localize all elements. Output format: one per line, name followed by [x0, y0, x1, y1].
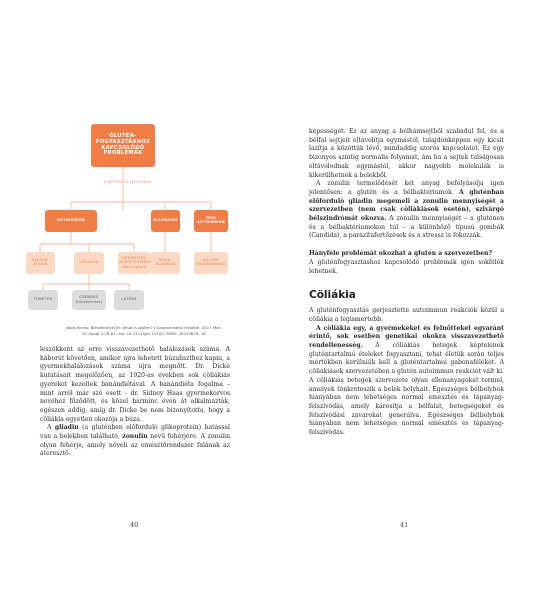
left-paragraph-2 [40, 424, 230, 459]
node-buza-allergia [151, 252, 180, 274]
edge-label-disease-course: A BETEGSÉG LEFOLYÁSA [104, 180, 151, 184]
page-number-left: 40 [130, 521, 139, 529]
question-heading: Hányféle problémát okozhat a glutén a szervezetben? [309, 250, 493, 258]
node-buza-allergia-label: BÚZA-ALLERGIA [155, 258, 176, 266]
node-allergias [151, 210, 180, 232]
right-p2-part2: A zonulin mennyiségét – a gluténen és a bélbaktériumokon túl – a különböző típusú gombák (Candida), a parazitafertőzések és a stressz is fokozzák. [309, 215, 504, 240]
page-number-right: 41 [400, 521, 409, 529]
right-p2-part1: A zonulin termelődését két anyag befolyásolja igen jelentősen: a glutén és a bélbaktériumok. [309, 180, 504, 196]
node-coliakia-label: CÖLIÁKIA [79, 260, 99, 265]
gluten-problems-flowchart [31, 112, 244, 320]
node-csendes [72, 290, 106, 310]
right-paragraph-1: képességét. Ez az anyag a bélhámsejtből szabadul fel, és a bélfal sejtjeit eltávolítja egymástól, tulajdonképpen egy kicsit lazítja a közöttük lévő, mindaddig szoros kapcsolatot. Ez egy bizonyos szintig normális folyamat, ám ha a sejtek túlságosan eltávolodnak egymástól, akkor nagyobb molekulák is kikerülhetnek a belekből. [309, 128, 504, 179]
right-p4-part1: A cöliákiás betegek képtelenek gluténtartalmú ételeket fogyasztani, tehát életük során teljes mértékben kerülniük kell a gluténtartalmú gabonaféléket. A cöliákiások szervezetében a glutén autoimmun reakciót vált ki. A cöliákiás betegek szervezete olyan ellenanyagokat termel, amelyek tönkreteszik a belek bolyhait. Egészséges bélbolyhok hiányában nem lehetséges normál emésztés és tápanyag-felszívódás, amely károsítja a bélfalat, betegségeket és felszívódási zavarokat generálva. Egészséges bélbolyhok hiányában nem lehetséges normál emésztés és tápanyag-felszívódás. [309, 342, 504, 437]
left-p2-part2: (a gluténben előforduló glikoprotein) hatással van a belekben található, [40, 424, 231, 441]
node-nem-autoimmun-label: NEM AUTOIMMUN [196, 216, 226, 224]
node-tunetes [28, 290, 58, 310]
left-body-text [40, 346, 230, 459]
left-p2-bold-gliadin: gliadin [54, 424, 79, 432]
node-gluten-problems-label: GLUTÉN-FOGYASZTÁSHOZ KAPCSOLÓDÓ PROBLÉMÁK [95, 133, 151, 157]
node-coliakia [74, 252, 104, 274]
right-body-text [309, 128, 504, 438]
left-paragraph-1: leszökkent az erre visszavezethető halálozások száma. A háborút követően, amikor újra lehetett búzaliszthez kapni, a gyermekhalálozások száma újra megnőtt. Dr. Dicke kutatásait megelőzően, az 1920-as években sok cöliákiás gyereket kezeltek banándiétával. A banándiéta fogalma – mint arról már szó esett - dr. Sidney Haas gyermekorvos nevéhez fűződött, és közel harminc éven át alkalmazták, egészen addig, amíg dr. Dicke be nem bizonyította, hogy a cöliákia egyetlen okozója a búza. [40, 346, 230, 423]
figure-caption: Ábra forrás: Biesiekierski JR: What is gluten? J Gastroenterol Hepatol. 2017 Mar; 32 Suppl 1:78-81. doi: 10.1111/jgh.13703. PMID: 28244676. 18 [66, 325, 222, 336]
node-csendes-sublabel: (tünetmentes) [75, 299, 103, 304]
node-allergias-label: ALLERGIÁS [153, 218, 178, 223]
node-csendes-label: CSENDES [79, 294, 99, 299]
node-latens [114, 290, 144, 310]
section-title-coliakia: Cöliákia [309, 289, 356, 302]
left-p2-part1: A [47, 424, 55, 432]
right-p4-bold: A cöliákia egy, a gyermekeket és felnőtteket egyaránt érintő, sok esetben genetikai okokra visszavezethető rendellenesség. [309, 324, 504, 350]
node-dermatitis [118, 252, 151, 274]
right-p2-bold: A gluténban előforduló gliadin megemeli a zonulin mennyiségét a szervezetben (nem csak cöliákiások esetén), szivárgó bélszindrómát okozva. [309, 188, 505, 223]
node-gluten-ataxia [26, 252, 55, 274]
node-gluten-ataxia-label: GLUTEN-ATAXIA [31, 258, 50, 266]
right-paragraph-4 [309, 325, 504, 438]
right-paragraph-3: A gluténfogyasztás gerjesztette autoimmun reakciók közül a cöliákia a legismertebb. [309, 307, 504, 323]
node-gluten-erzekenyseg-label: GLUTÉN-ÉRZÉKENYSÉG [196, 258, 226, 266]
node-nem-autoimmun [194, 210, 228, 232]
right-paragraph-2 [309, 180, 504, 241]
answer-paragraph: A gluténfogyasztáshoz kapcsolódó problémák igen sokfélék lehetnek. [309, 258, 504, 275]
node-dermatitis-sublabel: (Duhring-kór) [122, 264, 147, 269]
node-gluten-erzekenyseg [194, 252, 228, 274]
node-tunetes-label: TÜNETES [33, 297, 53, 302]
node-dermatitis-label: DERMATITIS HERPETIFORMIS [118, 255, 151, 264]
left-p2-part3: nevű fehérjére. A zonulin olyan fehérje, amely növeli az emésztőrendszer falának az áteresztő- [40, 433, 231, 458]
node-autoimmun [45, 210, 97, 232]
node-autoimmun-label: AUTOIMMUN [56, 218, 86, 223]
node-gluten-problems [91, 124, 155, 167]
left-p2-bold-zonulin: zonulin [122, 433, 148, 441]
node-latens-label: LÁTENS [121, 297, 137, 302]
